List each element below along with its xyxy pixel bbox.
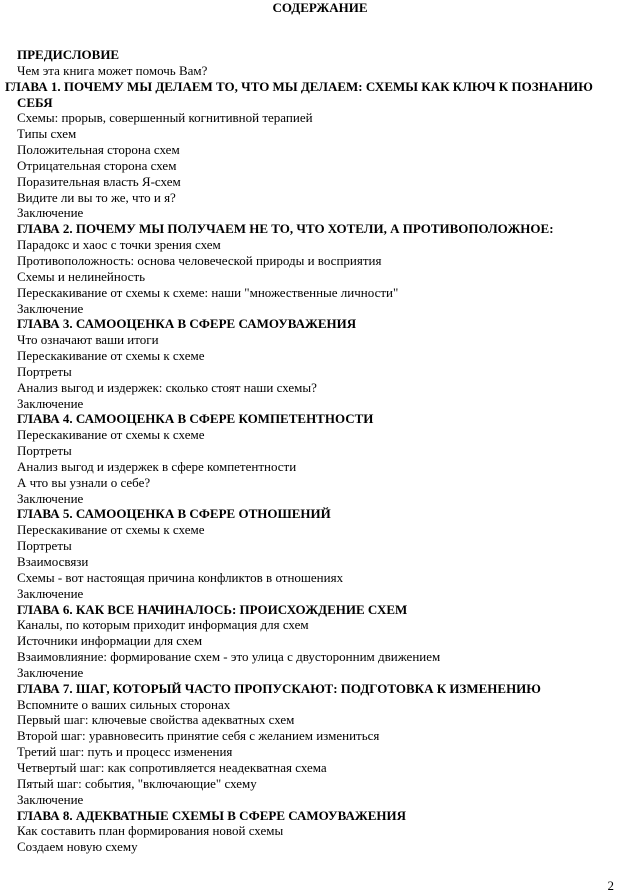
page-title: СОДЕРЖАНИЕ [272,0,368,15]
toc-entry: Заключение [17,585,84,601]
toc-entry: Анализ выгод и издержек: сколько стоят наши схемы? [17,379,317,395]
toc-entry: Положительная сторона схем [17,142,180,158]
toc-entry: Как составить план формирования новой схемы [17,823,284,839]
toc-entry: Пятый шаг: события, "включающие" схему [17,775,257,791]
toc-entry: Анализ выгод и издержек в сфере компетентности [17,458,297,474]
toc-entry: Отрицательная сторона схем [17,157,177,173]
toc-entry: Заключение [17,395,84,411]
toc-entry: Перескакивание от схемы к схеме [17,427,205,443]
toc-chapter-heading: ГЛАВА 1. ПОЧЕМУ МЫ ДЕЛАЕМ ТО, ЧТО МЫ ДЕЛАЕМ: СХЕМЫ КАК КЛЮЧ К ПОЗНАНИЮ СЕБЯ [5,78,593,110]
page-number: 2 [607,878,614,893]
toc-entry: Типы схем [17,126,77,142]
table-of-contents [5,47,607,855]
toc-entry: Заключение [17,664,84,680]
toc-entry: Видите ли вы то же, что и я? [17,189,176,205]
toc-entry: Каналы, по которым приходит информация для схем [17,617,309,633]
toc-entry: Схемы: прорыв, совершенный когнитивной терапией [17,110,313,126]
toc-entry: Второй шаг: уравновесить принятие себя с желанием измениться [17,728,380,744]
toc-entry: Взаимосвязи [17,554,89,569]
toc-entry: Заключение [17,205,84,221]
toc-entry: Поразительная власть Я-схем [17,173,181,189]
toc-chapter-heading: ГЛАВА 3. САМООЦЕНКА В СФЕРЕ САМОУВАЖЕНИЯ [17,316,357,332]
toc-chapter-heading: ГЛАВА 4. САМООЦЕНКА В СФЕРЕ КОМПЕТЕНТНОСТИ [17,411,374,427]
toc-entry: Схемы - вот настоящая причина конфликтов в отношениях [17,569,344,585]
toc-entry: Заключение [17,300,84,316]
toc-entry: Противоположность: основа человеческой природы и восприятия [17,252,382,268]
toc-entry: А что вы узнали о себе? [17,474,151,490]
toc-entry: Источники информации для схем [17,633,203,649]
toc-entry: Схемы и нелинейность [17,268,146,284]
toc-entry: Что означают ваши итоги [17,332,159,348]
toc-chapter-heading: ГЛАВА 8. АДЕКВАТНЫЕ СХЕМЫ В СФЕРЕ САМОУВАЖЕНИЯ [17,807,406,823]
toc-entry: Портреты [17,538,72,554]
toc-entry: Третий шаг: путь и процесс изменения [17,744,233,760]
toc-entry: Первый шаг: ключевые свойства адекватных схем [17,712,295,728]
toc-entry: Заключение [17,791,84,807]
toc-entry: Взаимовлияние: формирование схем - это улица с двусторонним движением [17,649,441,665]
toc-entry: Вспомните о ваших сильных сторонах [17,696,231,712]
toc-entry: Перескакивание от схемы к схеме [17,348,205,364]
toc-chapter-heading: ГЛАВА 6. КАК ВСЕ НАЧИНАЛОСЬ: ПРОИСХОЖДЕНИЕ СХЕМ [17,601,408,617]
toc-entry: Портреты [17,363,72,379]
toc-entry: Парадокс и хаос с точки зрения схем [17,237,221,253]
toc-chapter-heading: ГЛАВА 2. ПОЧЕМУ МЫ ПОЛУЧАЕМ НЕ ТО, ЧТО ХОТЕЛИ, А ПРОТИВОПОЛОЖНОЕ: [17,221,554,237]
toc-entry: Заключение [17,490,84,506]
toc-entry: Чем эта книга может помочь Вам? [17,62,208,78]
toc-chapter-heading: ПРЕДИСЛОВИЕ [17,47,120,62]
toc-entry: Перескакивание от схемы к схеме: наши "множественные личности" [17,284,399,300]
toc-chapter-heading: ГЛАВА 5. САМООЦЕНКА В СФЕРЕ ОТНОШЕНИЙ [17,506,331,522]
toc-entry: Портреты [17,443,72,459]
toc-entry: Создаем новую схему [17,839,138,855]
toc-chapter-heading: ГЛАВА 7. ШАГ, КОТОРЫЙ ЧАСТО ПРОПУСКАЮТ: ПОДГОТОВКА К ИЗМЕНЕНИЮ [17,680,541,696]
toc-entry: Четвертый шаг: как сопротивляется неадекватная схема [17,759,327,775]
toc-entry: Перескакивание от схемы к схеме [17,522,205,538]
